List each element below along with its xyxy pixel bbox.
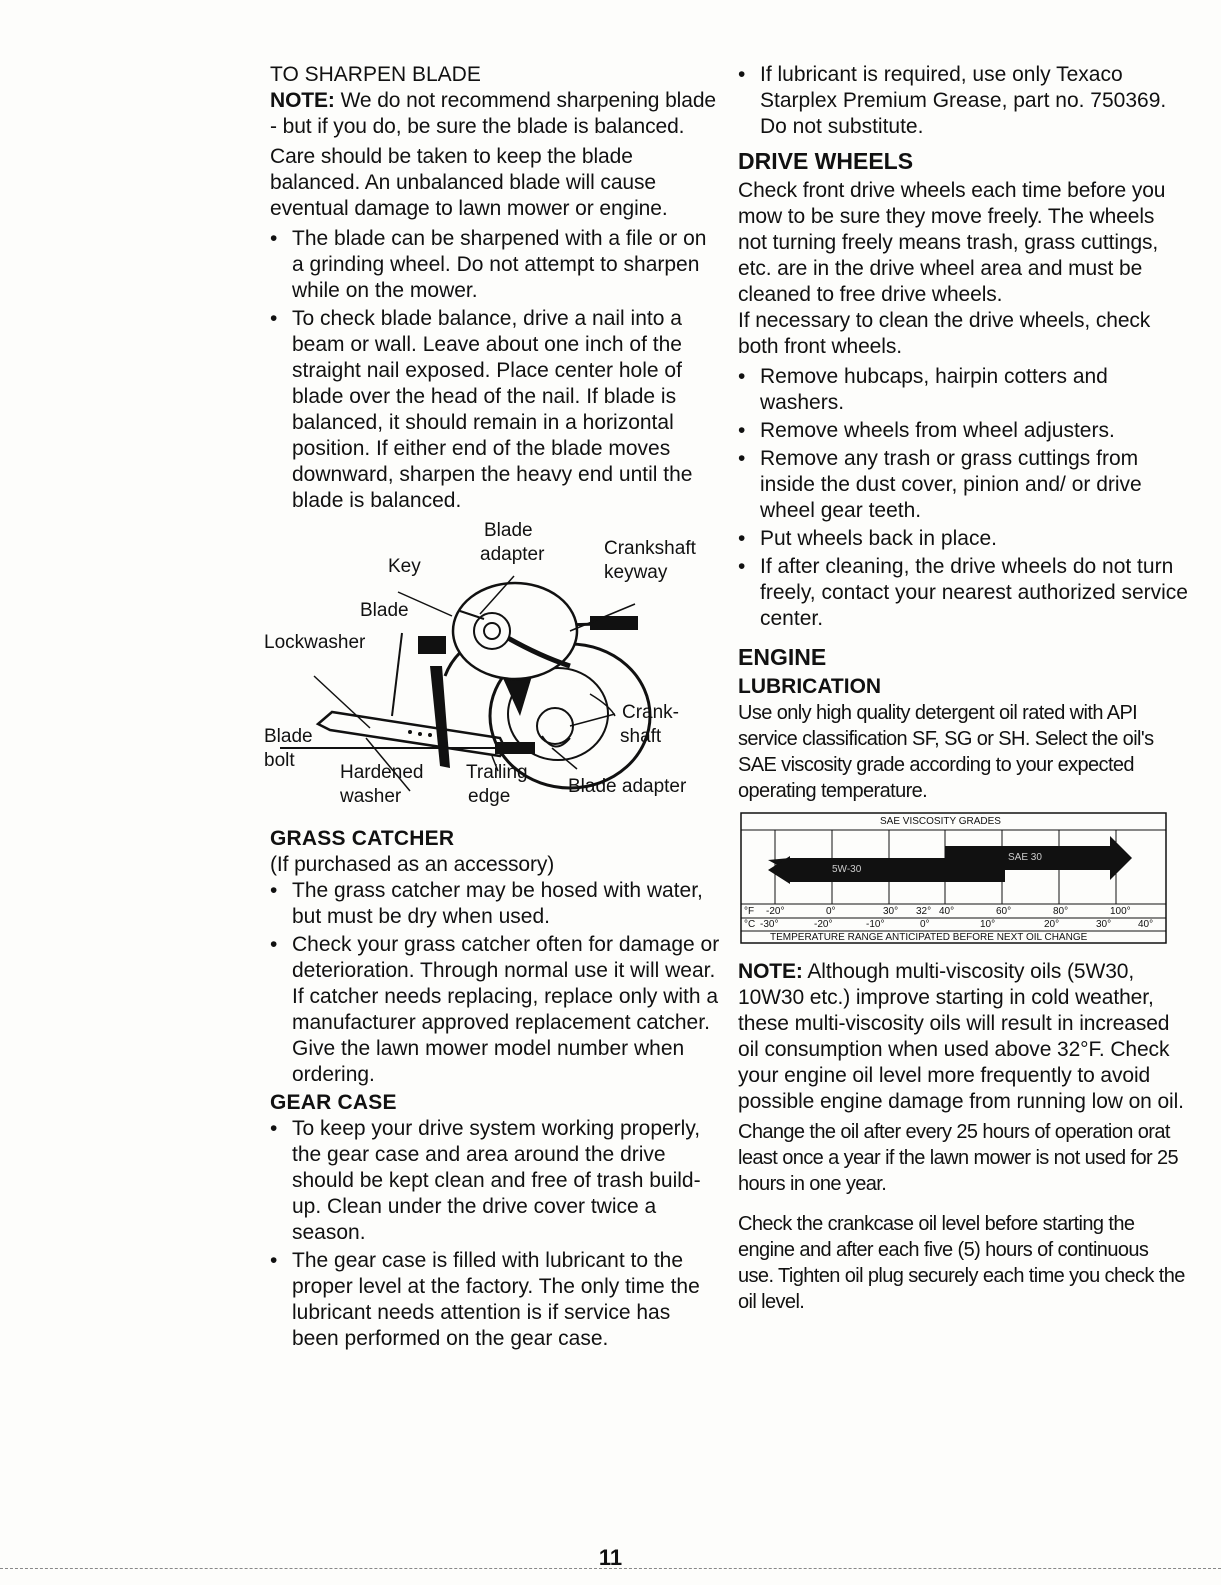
sae-viscosity-chart xyxy=(740,812,1168,945)
lubrication-paragraph: Use only high quality detergent oil rated with API service classification SF, SG or SH. Select the oil's SAE viscosity grade according to your expected operating temperature. xyxy=(738,702,1154,802)
note-text: We do not recommend sharpening blade - but if you do, be sure the blade is balanced. xyxy=(270,89,716,138)
list-item: • Check your grass catcher often for damage or deterioration. Through normal use it will wear. If catcher needs replacing, replace only with a manufacturer approved replacement catcher. Give the lawn mower model number when ordering. xyxy=(270,933,720,1086)
label-blade-adapter-bottom: Blade adapter xyxy=(568,776,687,797)
label-crankshaft-keyway-2: keyway xyxy=(604,562,668,583)
label-trailing-edge: Trailing xyxy=(466,762,528,783)
list-item: • To check blade balance, drive a nail into a beam or wall. Leave about one inch of the straight nail exposed. Place center hole of blade over the head of the nail. If blade is balanced, it should remain in a horizontal position. If either end of the blade moves downward, sharpen the heavy end until the blade is balanced. xyxy=(270,307,693,512)
bullet-icon: • xyxy=(270,933,278,956)
bullet-icon: • xyxy=(270,879,278,902)
page-bottom-rule xyxy=(0,1568,1221,1570)
label-blade-adapter-top: Blade xyxy=(484,520,533,541)
bullet-icon: • xyxy=(738,447,746,470)
list-item: • If lubricant is required, use only Texaco Starplex Premium Grease, part no. 750369. Do not substitute. xyxy=(738,63,1167,138)
note-text: Although multi-viscosity oils (5W30, 10W30 etc.) improve starting in cold weather, these multi-viscosity oils will result in increased oil consumption when used above 32°F. Check your engine oil level more frequently to avoid possible engine damage from running low on oil. xyxy=(738,960,1184,1113)
c-tick: -10° xyxy=(866,919,885,930)
viscosity-chart-footer: TEMPERATURE RANGE ANTICIPATED BEFORE NEXT OIL CHANGE xyxy=(770,932,1088,943)
blade-assembly-diagram xyxy=(264,516,720,826)
bullet-icon: • xyxy=(738,365,746,388)
page-number: 11 xyxy=(598,1545,623,1570)
c-tick: 20° xyxy=(1044,919,1060,930)
multi-viscosity-note xyxy=(738,959,1188,1115)
list-item: • To keep your drive system working properly, the gear case and area around the drive should be kept clean and free of trash build-up. Clean under the drive cover twice a season. xyxy=(270,1117,701,1244)
label-crankshaft-2: shaft xyxy=(620,726,662,747)
oil-change-paragraph: Change the oil after every 25 hours of operation orat least once a year if the lawn mower is not used for 25 hours in one year. xyxy=(738,1121,1179,1195)
gear-case-bullets xyxy=(270,1116,720,1352)
list-item: • Remove wheels from wheel adjusters. xyxy=(738,419,1115,442)
lubricant-bullet-list xyxy=(738,62,1188,140)
label-key: Key xyxy=(388,556,421,577)
list-item: • The blade can be sharpened with a file or on a grinding wheel. Do not attempt to sharpen while on the mower. xyxy=(270,227,707,302)
label-crankshaft: Crank- xyxy=(622,702,680,723)
drive-wheels-bullets xyxy=(738,364,1188,632)
label-blade-adapter-top-2: adapter xyxy=(480,544,545,565)
viscosity-chart-title: SAE VISCOSITY GRADES xyxy=(880,816,1001,827)
f-tick: 32° xyxy=(916,906,932,917)
bullet-icon: • xyxy=(270,227,278,250)
grade-5w30-label: 5W-30 xyxy=(832,864,862,875)
grass-catcher-heading: GRASS CATCHER xyxy=(270,827,455,850)
grass-catcher-sub: (If purchased as an accessory) xyxy=(270,853,555,876)
c-tick: 0° xyxy=(920,919,930,930)
bullet-icon: • xyxy=(738,419,746,442)
c-tick: -30° xyxy=(760,919,779,930)
drive-wheels-paragraph-2: If necessary to clean the drive wheels, check both front wheels. xyxy=(738,309,1151,358)
note-label: NOTE: xyxy=(270,89,335,112)
f-tick: 0° xyxy=(826,906,836,917)
bullet-icon: • xyxy=(738,555,746,578)
list-item: • If after cleaning, the drive wheels do not turn freely, contact your nearest authorized service center. xyxy=(738,555,1188,630)
sharpen-blade-heading: TO SHARPEN BLADE xyxy=(270,63,481,86)
f-tick: 100° xyxy=(1110,906,1131,917)
lubrication-heading: LUBRICATION xyxy=(738,675,882,698)
f-tick: 40° xyxy=(939,906,955,917)
f-tick: -20° xyxy=(766,906,785,917)
c-tick: 10° xyxy=(980,919,996,930)
label-hardened-washer-2: washer xyxy=(340,786,402,807)
grass-catcher-bullets xyxy=(270,878,720,1088)
label-blade-bolt-2: bolt xyxy=(264,750,295,771)
list-item: • The gear case is filled with lubricant to the proper level at the factory. The only time the lubricant needs attention is if service has been performed on the gear case. xyxy=(270,1249,700,1350)
label-crankshaft-keyway: Crankshaft xyxy=(604,538,696,559)
label-hardened-washer: Hardened xyxy=(340,762,424,783)
f-tick: 30° xyxy=(883,906,899,917)
list-item: • The grass catcher may be hosed with water, but must be dry when used. xyxy=(270,879,703,928)
f-tick: 80° xyxy=(1053,906,1069,917)
bullet-icon: • xyxy=(738,63,746,86)
f-tick: 60° xyxy=(996,906,1012,917)
sharpen-bullets xyxy=(270,226,720,514)
label-lockwasher: Lockwasher xyxy=(264,632,366,653)
sharpen-note xyxy=(270,88,720,140)
oil-check-paragraph: Check the crankcase oil level before starting the engine and after each five (5) hours of continuous use. Tighten oil plug securely each time you check the oil level. xyxy=(738,1213,1185,1313)
sharpen-paragraph: Care should be taken to keep the blade balanced. An unbalanced blade will cause eventual damage to lawn mower or engine. xyxy=(270,145,668,220)
c-tick: -20° xyxy=(814,919,833,930)
c-tick: 30° xyxy=(1096,919,1112,930)
list-item: • Remove hubcaps, hairpin cotters and washers. xyxy=(738,365,1108,414)
fahrenheit-label: °F xyxy=(744,906,755,917)
drive-wheels-heading: DRIVE WHEELS xyxy=(738,148,914,174)
c-tick: 40° xyxy=(1138,919,1154,930)
bullet-icon: • xyxy=(270,307,278,330)
label-blade: Blade xyxy=(360,600,409,621)
drive-wheels-paragraph-1: Check front drive wheels each time before you mow to be sure they move freely. The wheels not turning freely means trash, grass cuttings, etc. are in the drive wheel area and must be cleaned to free drive wheels. xyxy=(738,179,1166,306)
label-trailing-edge-2: edge xyxy=(468,786,511,807)
right-column xyxy=(738,62,1188,1315)
gear-case-heading: GEAR CASE xyxy=(270,1091,397,1114)
bullet-icon: • xyxy=(738,527,746,550)
engine-heading: ENGINE xyxy=(738,644,827,670)
left-column xyxy=(264,62,720,1354)
grade-sae30-label: SAE 30 xyxy=(1008,852,1042,863)
label-blade-bolt: Blade xyxy=(264,726,313,747)
celsius-label: °C xyxy=(744,919,756,930)
list-item: • Put wheels back in place. xyxy=(738,527,997,550)
list-item: • Remove any trash or grass cuttings from inside the dust cover, pinion and/ or drive wheel gear teeth. xyxy=(738,447,1142,522)
bullet-icon: • xyxy=(270,1249,278,1272)
bullet-icon: • xyxy=(270,1117,278,1140)
note-label: NOTE: xyxy=(738,960,803,983)
